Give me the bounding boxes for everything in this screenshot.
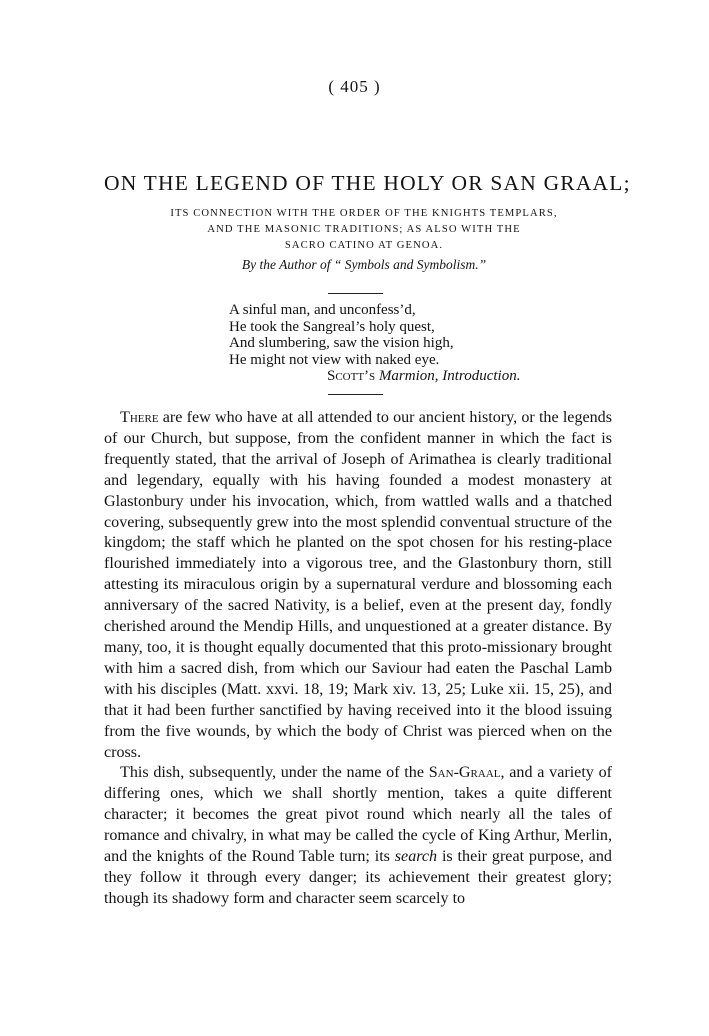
subtitle-line: SACRO CATINO AT GENOA. [284, 240, 444, 251]
epigraph-attribution [327, 368, 647, 385]
divider-rule [328, 394, 383, 395]
paragraph-lead-word: There [120, 409, 159, 426]
page-number: ( 405 ) [328, 77, 381, 96]
epigraph-line: A sinful man, and unconfess’d, [229, 302, 416, 318]
article-body [104, 408, 612, 910]
paragraph-text: is their great purpose, and they follow it through every danger; its achievement their greatest glory; though its shadowy form and character seem scarcely to [104, 848, 612, 907]
subtitle-line: AND THE MASONIC TRADITIONS; AS ALSO WITH THE [207, 224, 521, 235]
body-paragraph [104, 763, 612, 909]
epigraph-line: He took the Sangreal’s holy quest, [229, 318, 435, 335]
byline: By the Author of “ Symbols and Symbolism.” [241, 257, 487, 272]
paragraph-text: are few who have at all attended to our ancient history, or the legends of our Church, but suppose, from the confident manner in which the fact is frequently stated, that the arrival of Joseph of Arimathea is clearly traditional and legendary, equally with his having founded a modest monastery at Glastonbury under his invocation, which, from wattled walls and a thatched covering, subsequently grew into the most splendid conventual structure of the kingdom; the staff which he planted on the spot chosen for his resting-place flourished immediately into a vigorous tree, and the Glastonbury thorn, still attesting its miraculous origin by a supernatural verdure and blossoming each anniversary of the sacred Nativity, is a belief, even at the present day, fondly cherished around the Mendip Hills, and unquestioned at a greater distance. By many, too, it is thought equally documented that this proto-missionary brought with him a sacred dish, from which our Saviour had eaten the Paschal Lamb with his disciples (Matt. xxvi. 18, 19; Mark xiv. 13, 25; Luke xii. 15, 25), and that it had been further sanctified by having received into it the blood issuing from the five wounds, by which the body of Christ was pierced when on the cross. [104, 409, 612, 761]
article-subtitle [104, 206, 624, 254]
epigraph [229, 302, 649, 368]
subtitle-line: ITS CONNECTION WITH THE ORDER OF THE KNIGHTS TEMPLARS, [170, 208, 558, 219]
body-paragraph [104, 408, 612, 763]
attribution-work: Marmion, Introduction. [378, 368, 521, 384]
article-title: ON THE LEGEND OF THE HOLY OR SAN GRAAL; [104, 171, 631, 195]
paragraph-text: This dish, subsequently, under the name of the [120, 764, 429, 782]
epigraph-line: He might not view with naked eye. [229, 351, 440, 368]
divider-rule [328, 293, 383, 294]
attribution-author: Scott’s [327, 368, 376, 384]
smallcaps-term: San-Graal [428, 764, 501, 782]
italic-term: search [394, 848, 438, 866]
epigraph-line: And slumbering, saw the vision high, [229, 335, 454, 351]
paragraph-text: , and a variety of differing ones, which we shall shortly mention, takes a quite different character; it becomes the great pivot round which nearly all the tales of romance and chivalry, in what may be called the cycle of King Arthur, Merlin, and the knights of the Round Table turn; its [104, 764, 613, 866]
